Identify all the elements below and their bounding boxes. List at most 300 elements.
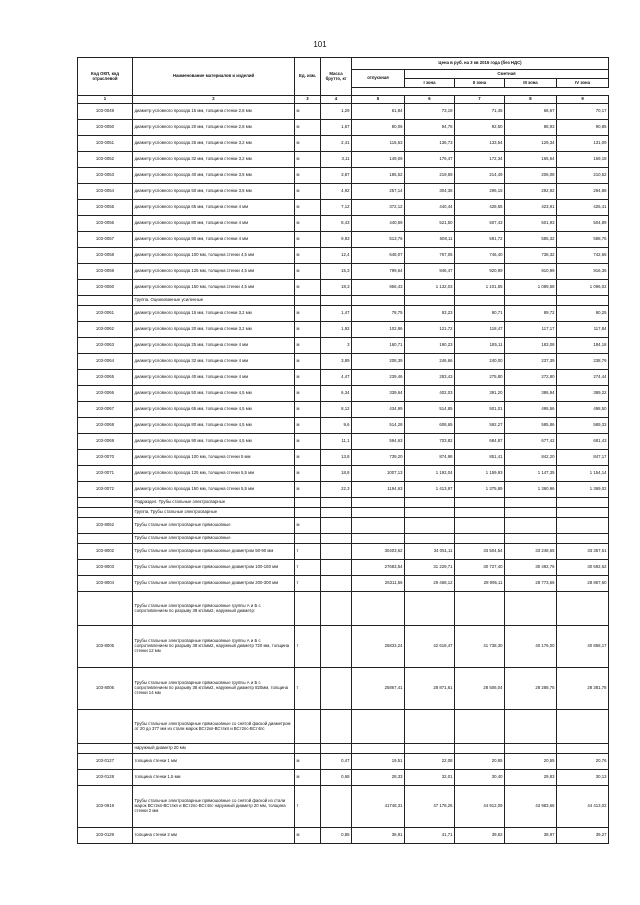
price-zone-2-cell: 501,01 — [455, 402, 505, 418]
unit-cell: м — [295, 754, 321, 770]
code-cell: 103-0127 — [78, 754, 133, 770]
code-cell — [78, 592, 133, 626]
name-cell: диаметр условного прохода 20 мм, толщина стенки 2,8 мм — [133, 120, 295, 136]
price-zone-1-cell: 608,65 — [405, 418, 455, 434]
price-zone-3-cell: 28 288,75 — [505, 668, 557, 710]
code-cell: 103-0053 — [78, 168, 133, 184]
price-zone-4-cell: 33 357,51 — [557, 544, 609, 560]
mass-cell: 12,4 — [321, 248, 352, 264]
price-zone-4-cell: 40 858,17 — [557, 626, 609, 668]
price-zone-1-cell: 521,50 — [405, 216, 455, 232]
price-zone-2-cell: 185,11 — [455, 338, 505, 354]
unit-cell: м — [295, 136, 321, 152]
mass-cell: 4,92 — [321, 184, 352, 200]
empty-cell — [405, 498, 455, 508]
code-cell: 103-8004 — [78, 576, 133, 592]
code-cell: 103-0059 — [78, 264, 133, 280]
price-zone-1-cell: 73,19 — [405, 104, 455, 120]
empty-cell — [405, 744, 455, 754]
header-zone-1: I зона — [405, 79, 455, 88]
code-cell: 103-8002 — [78, 544, 133, 560]
empty-cell — [352, 296, 405, 306]
table-row — [78, 544, 609, 560]
empty-cell — [405, 710, 455, 744]
price-zone-4-cell: 1 369,02 — [557, 482, 609, 498]
price-zone-4-cell: 238,79 — [557, 354, 609, 370]
name-cell: диаметр условного прохода 25 мм, толщина стенки 4 мм — [133, 338, 295, 354]
empty-cell — [295, 296, 321, 306]
name-cell: Трубы стальные электросварные прямошовные группы А и Б с сопротивлением по разрыву 38 кгс/мм2, наружный диаметр 720 мм, толщина стенки 12 мм — [133, 626, 295, 668]
price-zone-4-cell: 184,18 — [557, 338, 609, 354]
price-zone-2-cell: 30,40 — [455, 770, 505, 786]
empty-cell — [455, 534, 505, 544]
price-release-cell: 28,33 — [352, 770, 405, 786]
price-zone-1-cell: 767,06 — [405, 248, 455, 264]
name-cell: толщина стенки 1 мм — [133, 754, 295, 770]
price-zone-2-cell: 71,45 — [455, 104, 505, 120]
header-code: Код ОКП, код отраслевой — [78, 58, 133, 96]
name-cell: диаметр условного прохода 65 мм, толщина стенки 4 мм — [133, 200, 295, 216]
name-cell: диаметр условного прохода 15 мм, толщина стенки 3,2 мм — [133, 306, 295, 322]
price-zone-4-cell: 847,17 — [557, 450, 609, 466]
table-row — [78, 754, 609, 770]
price-zone-3-cell: 501,93 — [505, 216, 557, 232]
price-zone-1-cell: 703,82 — [405, 434, 455, 450]
price-zone-2-cell: 920,99 — [455, 264, 505, 280]
price-zone-2-cell: 851,41 — [455, 450, 505, 466]
unit-cell: м — [295, 264, 321, 280]
code-cell — [78, 744, 133, 754]
price-zone-1-cell: 219,59 — [405, 168, 455, 184]
mass-cell: 6,34 — [321, 386, 352, 402]
name-cell: диаметр условного прохода 40 мм, толщина стенки 4 мм — [133, 370, 295, 386]
code-cell: 103-0064 — [78, 354, 133, 370]
empty-cell — [505, 534, 557, 544]
header-name: Наименование материалов и изделий — [133, 58, 295, 96]
code-cell: 103-0067 — [78, 402, 133, 418]
empty-cell — [295, 744, 321, 754]
table-row — [78, 200, 609, 216]
price-release-cell: 372,12 — [352, 200, 405, 216]
code-cell: 103-8062 — [78, 518, 133, 534]
table-row — [78, 306, 609, 322]
table-row — [78, 104, 609, 120]
price-release-cell: 25833,24 — [352, 626, 405, 668]
table-row — [78, 370, 609, 386]
empty-cell — [352, 498, 405, 508]
price-zone-2-cell: 296,15 — [455, 184, 505, 200]
price-release-cell: 257,14 — [352, 184, 405, 200]
price-zone-2-cell: 592,27 — [455, 418, 505, 434]
empty-cell — [455, 710, 505, 744]
price-zone-2-cell: 275,80 — [455, 370, 505, 386]
unit-cell: т — [295, 576, 321, 592]
code-cell: 103-0072 — [78, 482, 133, 498]
header-zone-3: III зона — [505, 79, 557, 88]
price-release-cell: 27683,54 — [352, 560, 405, 576]
code-cell: 103-0050 — [78, 120, 133, 136]
price-zone-3-cell: 88,93 — [505, 120, 557, 136]
group-name: Группа. Оцинкованные усиленные — [133, 296, 295, 306]
empty-cell — [505, 592, 557, 626]
price-zone-1-cell: 1 132,03 — [405, 280, 455, 296]
table-body — [78, 104, 609, 844]
col-number: 8 — [505, 96, 557, 104]
unit-cell: м — [295, 200, 321, 216]
price-zone-2-cell: 428,55 — [455, 200, 505, 216]
unit-cell: т — [295, 786, 321, 828]
price-zone-1-cell: 41,71 — [405, 828, 455, 844]
price-zone-1-cell: 93,23 — [405, 306, 455, 322]
price-release-cell: 160,71 — [352, 338, 405, 354]
code-cell: 103-8005 — [78, 626, 133, 668]
price-zone-1-cell: 94,76 — [405, 120, 455, 136]
group-row — [78, 592, 609, 626]
price-zone-3-cell: 33 248,65 — [505, 544, 557, 560]
name-cell: диаметр условного прохода 65 мм, толщина стенки 4,5 мм — [133, 402, 295, 418]
mass-cell: 0,85 — [321, 828, 352, 844]
price-zone-4-cell: 117,84 — [557, 322, 609, 338]
table-row — [78, 418, 609, 434]
price-release-cell: 434,99 — [352, 402, 405, 418]
name-cell: диаметр условного прохода 15 мм, толщина стенки 2,8 мм — [133, 104, 295, 120]
price-zone-4-cell — [557, 518, 609, 534]
code-cell: 103-0065 — [78, 370, 133, 386]
col-number: 9 — [557, 96, 609, 104]
mass-cell — [321, 560, 352, 576]
name-cell: диаметр условного прохода 32 мм, толщина стенки 3,2 мм — [133, 152, 295, 168]
price-zone-2-cell: 591,72 — [455, 232, 505, 248]
code-cell — [78, 498, 133, 508]
unit-cell: м — [295, 280, 321, 296]
empty-cell — [321, 710, 352, 744]
price-zone-4-cell: 28 867,60 — [557, 576, 609, 592]
price-zone-1-cell: 47 178,26 — [405, 786, 455, 828]
unit-cell: м — [295, 482, 321, 498]
price-zone-3-cell: 910,99 — [505, 264, 557, 280]
table-row — [78, 386, 609, 402]
mass-cell: 15,3 — [321, 264, 352, 280]
price-zone-2-cell: 20,85 — [455, 754, 505, 770]
price-zone-2-cell: 90,71 — [455, 306, 505, 322]
unit-cell: м — [295, 418, 321, 434]
mass-cell: 3 — [321, 338, 352, 354]
table-row — [78, 668, 609, 710]
unit-cell: м — [295, 322, 321, 338]
price-release-cell: 1194,63 — [352, 482, 405, 498]
unit-cell: м — [295, 168, 321, 184]
name-cell: толщина стенки 1,5 мм — [133, 770, 295, 786]
unit-cell: м — [295, 434, 321, 450]
empty-cell — [405, 534, 455, 544]
mass-cell: 1,67 — [321, 120, 352, 136]
table-row — [78, 626, 609, 668]
unit-cell: м — [295, 104, 321, 120]
group-name: Группа. Трубы стальные электросварные — [133, 508, 295, 518]
price-zone-1-cell: 1 413,97 — [405, 482, 455, 498]
empty-cell — [557, 592, 609, 626]
unit-cell: м — [295, 770, 321, 786]
price-zone-2-cell: 92,50 — [455, 120, 505, 136]
price-zone-4-cell: 90,85 — [557, 120, 609, 136]
price-zone-2-cell: 240,00 — [455, 354, 505, 370]
code-cell: 103-8003 — [78, 560, 133, 576]
price-zone-1-cell: 121,72 — [405, 322, 455, 338]
price-zone-4-cell: 20,76 — [557, 754, 609, 770]
price-zone-4-cell: 210,52 — [557, 168, 609, 184]
price-zone-3-cell: 386,94 — [505, 386, 557, 402]
group-row — [78, 498, 609, 508]
price-zone-3-cell: 165,64 — [505, 152, 557, 168]
price-zone-1-cell: 946,47 — [405, 264, 455, 280]
price-release-cell: 956,43 — [352, 280, 405, 296]
price-table — [77, 57, 609, 844]
name-cell: Трубы стальные электросварные прямошовные со снятой фаской из стали марок ВСт2кп-ВСт4кп и ВСт2пс-ВСт4пс наружный диаметр 20 мм, толщина стенки 2 мм — [133, 786, 295, 828]
price-release-cell: 61,84 — [352, 104, 405, 120]
price-zone-4-cell: 274,44 — [557, 370, 609, 386]
price-zone-4-cell: 131,09 — [557, 136, 609, 152]
unit-cell: м — [295, 370, 321, 386]
code-cell: 103-0128 — [78, 770, 133, 786]
empty-cell — [455, 744, 505, 754]
price-zone-3-cell: 495,56 — [505, 402, 557, 418]
code-cell: 103-0055 — [78, 200, 133, 216]
price-release-cell: 41748,31 — [352, 786, 405, 828]
code-cell: 103-0051 — [78, 136, 133, 152]
code-cell: 103-0061 — [78, 306, 133, 322]
header-release: отпускная — [352, 70, 405, 88]
price-zone-1-cell: 176,47 — [405, 152, 455, 168]
price-release-cell: 80,06 — [352, 120, 405, 136]
name-cell: диаметр условного прохода 90 мм, толщина стенки 4,5 мм — [133, 434, 295, 450]
mass-cell: 11,1 — [321, 434, 352, 450]
table-row — [78, 828, 609, 844]
group-row — [78, 296, 609, 306]
col-number: 6 — [405, 96, 455, 104]
header-mass: Масса брутто, кг — [321, 58, 352, 96]
empty-cell — [455, 498, 505, 508]
table-row — [78, 338, 609, 354]
unit-cell: м — [295, 306, 321, 322]
price-zone-2-cell: 30 727,40 — [455, 560, 505, 576]
group-name: Трубы стальные электросварные прямошовные группы А и Б с сопротивлением по разрыву 38 кгс/мм2, наружный диаметр: — [133, 592, 295, 626]
table-row — [78, 216, 609, 232]
price-zone-3-cell: 40 176,00 — [505, 626, 557, 668]
code-cell — [78, 710, 133, 744]
price-zone-2-cell: 172,34 — [455, 152, 505, 168]
name-cell: Трубы стальные электросварные прямошовные диаметром 100-150 мм — [133, 560, 295, 576]
price-release-cell: 239,46 — [352, 370, 405, 386]
empty-cell — [505, 296, 557, 306]
table-row — [78, 232, 609, 248]
code-cell: 103-0071 — [78, 466, 133, 482]
table-row — [78, 120, 609, 136]
price-zone-4-cell: 30,13 — [557, 770, 609, 786]
price-zone-3-cell: 738,32 — [505, 248, 557, 264]
col-number: 4 — [321, 96, 352, 104]
price-zone-2-cell: 41 738,30 — [455, 626, 505, 668]
empty-cell — [321, 508, 352, 518]
price-zone-1-cell: 608,11 — [405, 232, 455, 248]
table-row — [78, 560, 609, 576]
price-release-cell: 1007,13 — [352, 466, 405, 482]
price-zone-1-cell — [405, 518, 455, 534]
name-cell: диаметр условного прохода 80 мм, толщина стенки 4 мм — [133, 216, 295, 232]
price-zone-3-cell: 585,32 — [505, 232, 557, 248]
empty-cell — [405, 296, 455, 306]
price-zone-1-cell: 246,66 — [405, 354, 455, 370]
code-cell — [78, 296, 133, 306]
empty-cell — [505, 744, 557, 754]
price-release-cell: 19,51 — [352, 754, 405, 770]
header-zone-4: IV зона — [557, 79, 609, 88]
price-zone-3-cell — [505, 518, 557, 534]
price-zone-1-cell: 190,23 — [405, 338, 455, 354]
code-cell: 103-0058 — [78, 248, 133, 264]
empty-cell — [505, 508, 557, 518]
header-price-title: Цена в руб. на 3 кв 2015 года (без НДС) — [352, 58, 609, 70]
price-zone-2-cell: 133,54 — [455, 136, 505, 152]
code-cell: 103-0054 — [78, 184, 133, 200]
group-name: Трубы стальные электросварные прямошовные со снятой фаской диаметром от 20 до 377 мм из стали марок ВСт2кп-ВСт4кп и ВСт2пс-ВСт4пс — [133, 710, 295, 744]
empty-cell — [295, 592, 321, 626]
price-zone-1-cell: 28 871,61 — [405, 668, 455, 710]
price-zone-1-cell: 32,01 — [405, 770, 455, 786]
mass-cell — [321, 544, 352, 560]
price-zone-4-cell: 70,17 — [557, 104, 609, 120]
price-zone-3-cell: 89,72 — [505, 306, 557, 322]
unit-cell: м — [295, 338, 321, 354]
unit-cell: м — [295, 518, 321, 534]
price-zone-3-cell: 117,17 — [505, 322, 557, 338]
price-zone-2-cell: 28 995,11 — [455, 576, 505, 592]
group-row — [78, 744, 609, 754]
price-zone-3-cell: 423,91 — [505, 200, 557, 216]
price-zone-2-cell: 118,47 — [455, 322, 505, 338]
empty-cell — [557, 296, 609, 306]
price-zone-1-cell: 874,98 — [405, 450, 455, 466]
mass-cell — [321, 518, 352, 534]
mass-cell: 3,89 — [321, 354, 352, 370]
price-zone-1-cell: 22,08 — [405, 754, 455, 770]
mass-cell: 1,92 — [321, 322, 352, 338]
price-zone-4-cell: 504,89 — [557, 216, 609, 232]
name-cell: диаметр условного прохода 20 мм, толщина стенки 3,2 мм — [133, 322, 295, 338]
name-cell: диаметр условного прохода 90 мм, толщина стенки 4 мм — [133, 232, 295, 248]
unit-cell: т — [295, 626, 321, 668]
code-cell: 103-0919 — [78, 786, 133, 828]
name-cell: диаметр условного прохода 25 мм, толщина стенки 3,2 мм — [133, 136, 295, 152]
mass-cell — [321, 576, 352, 592]
table-row — [78, 322, 609, 338]
price-zone-1-cell: 29 468,12 — [405, 576, 455, 592]
mass-cell: 8,12 — [321, 402, 352, 418]
unit-cell: м — [295, 216, 321, 232]
price-zone-3-cell: 29,83 — [505, 770, 557, 786]
price-release-cell: 514,28 — [352, 418, 405, 434]
table-row — [78, 466, 609, 482]
code-cell: 103-0060 — [78, 280, 133, 296]
unit-cell: м — [295, 402, 321, 418]
name-cell: диаметр условного прохода 150 мм, толщина стенки 4,5 мм — [133, 280, 295, 296]
price-release-cell: 339,64 — [352, 386, 405, 402]
empty-cell — [405, 592, 455, 626]
mass-cell — [321, 626, 352, 668]
price-zone-1-cell: 402,03 — [405, 386, 455, 402]
price-zone-3-cell: 842,20 — [505, 450, 557, 466]
price-zone-1-cell: 31 229,71 — [405, 560, 455, 576]
group-name: Трубы стальные электросварные прямошовные — [133, 534, 295, 544]
unit-cell: м — [295, 232, 321, 248]
unit-cell: т — [295, 544, 321, 560]
price-zone-4-cell: 588,76 — [557, 232, 609, 248]
name-cell: Трубы стальные электросварные прямошовные группы А и Б с сопротивлением по разрыву 38 кгс/мм2, наружный диаметр 820мм, толщина стенки 14 мм — [133, 668, 295, 710]
price-release-cell: 799,64 — [352, 264, 405, 280]
code-cell: 103-0070 — [78, 450, 133, 466]
table-row — [78, 264, 609, 280]
code-cell: 103-0129 — [78, 828, 133, 844]
name-cell: Трубы стальные электросварные прямошовные диаметром 200-300 мм — [133, 576, 295, 592]
table-row — [78, 280, 609, 296]
code-cell: 103-0052 — [78, 152, 133, 168]
price-release-cell: 648,07 — [352, 248, 405, 264]
price-zone-4-cell: 742,65 — [557, 248, 609, 264]
table-row — [78, 434, 609, 450]
mass-cell — [321, 668, 352, 710]
price-zone-2-cell: 44 912,09 — [455, 786, 505, 828]
group-name: наружный диаметр 20 мм — [133, 744, 295, 754]
mass-cell: 0,47 — [321, 754, 352, 770]
price-zone-4-cell: 30 592,62 — [557, 560, 609, 576]
code-cell — [78, 534, 133, 544]
mass-cell: 2,41 — [321, 136, 352, 152]
empty-cell — [455, 508, 505, 518]
col-number: 1 — [78, 96, 133, 104]
table-row — [78, 576, 609, 592]
mass-cell: 3,11 — [321, 152, 352, 168]
empty-cell — [321, 498, 352, 508]
price-zone-1-cell: 304,36 — [405, 184, 455, 200]
price-zone-3-cell: 38,97 — [505, 828, 557, 844]
price-zone-3-cell: 206,08 — [505, 168, 557, 184]
table-row — [78, 518, 609, 534]
empty-cell — [295, 508, 321, 518]
price-release-cell: 594,63 — [352, 434, 405, 450]
price-zone-1-cell: 514,85 — [405, 402, 455, 418]
price-release-cell: 185,52 — [352, 168, 405, 184]
empty-cell — [455, 296, 505, 306]
price-zone-4-cell: 39,27 — [557, 828, 609, 844]
unit-cell: м — [295, 152, 321, 168]
price-release-cell: 26311,56 — [352, 576, 405, 592]
table-row — [78, 152, 609, 168]
mass-cell: 22,3 — [321, 482, 352, 498]
price-zone-3-cell: 1 360,96 — [505, 482, 557, 498]
name-cell: диаметр условного прохода 100 мм, толщина стенки 4,5 мм — [133, 248, 295, 264]
price-zone-4-cell: 589,33 — [557, 418, 609, 434]
table-row — [78, 482, 609, 498]
empty-cell — [352, 534, 405, 544]
price-zone-1-cell: 1 192,04 — [405, 466, 455, 482]
price-zone-3-cell: 129,34 — [505, 136, 557, 152]
unit-cell: м — [295, 386, 321, 402]
mass-cell: 13,8 — [321, 450, 352, 466]
mass-cell: 18,3 — [321, 280, 352, 296]
table-row — [78, 248, 609, 264]
price-release-cell: 208,39 — [352, 354, 405, 370]
price-zone-3-cell: 272,80 — [505, 370, 557, 386]
col-number: 3 — [295, 96, 321, 104]
